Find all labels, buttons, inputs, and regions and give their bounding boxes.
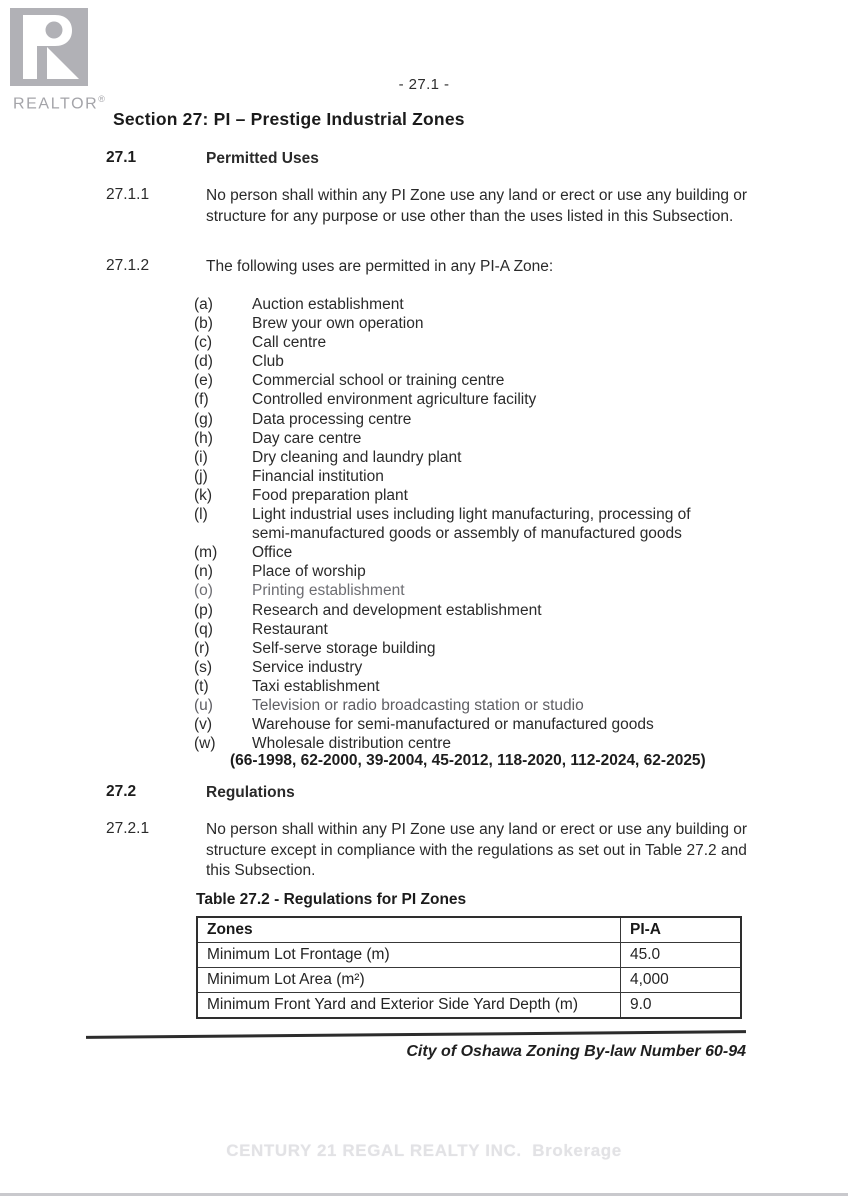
permitted-use-item (194, 295, 754, 314)
use-letter: (a) (194, 296, 213, 313)
permitted-use-item (194, 734, 754, 753)
use-text: Food preparation plant (252, 486, 408, 504)
regulation-value: 45.0 (621, 943, 742, 968)
permitted-use-item (194, 390, 754, 409)
permitted-use-item (194, 658, 754, 677)
clause-heading: Permitted Uses (206, 150, 319, 167)
use-text: Restaurant (252, 620, 328, 638)
permitted-use-item (194, 562, 754, 581)
use-text: Club (252, 353, 284, 371)
realtor-brand-text: REALTOR (13, 95, 99, 113)
registered-mark: ® (98, 94, 105, 104)
use-text: Research and development establishment (252, 601, 542, 619)
use-letter: (g) (194, 410, 213, 428)
use-text: Auction establishment (252, 296, 404, 313)
permitted-use-item (194, 505, 754, 543)
permitted-use-item (194, 696, 754, 715)
footer-rule (86, 1030, 746, 1038)
use-letter: (i) (194, 448, 208, 466)
use-letter: (o) (194, 582, 213, 600)
use-text: Wholesale distribution centre (252, 735, 452, 753)
clause-number: 27.2 (106, 783, 137, 800)
use-letter: (r) (194, 639, 210, 657)
permitted-use-item (194, 333, 754, 352)
use-text: Printing establishment (252, 582, 405, 600)
use-letter: (q) (194, 620, 213, 638)
regulations-table (196, 916, 742, 1019)
clause-text: No person shall within any PI Zone use any land or erect or use any building or structure for any purpose or use other than the uses listed in this Subsection. (206, 187, 748, 225)
amendments-line: (66-1998, 62-2000, 39-2004, 45-2012, 118-2020, 112-2024, 62-2025) (230, 752, 706, 769)
table-row (197, 993, 741, 1019)
use-text: Light industrial uses including light manufacturing, processing of semi-manufactured goods or assembly of manufactured goods (252, 506, 691, 543)
use-letter: (v) (194, 716, 213, 734)
permitted-use-item (194, 543, 754, 562)
use-letter: (m) (194, 544, 218, 562)
table-header-row (197, 917, 741, 943)
permitted-use-item (194, 620, 754, 639)
table-header-cell: Zones (197, 917, 621, 943)
regulation-value: 4,000 (621, 968, 742, 993)
use-text: Controlled environment agriculture facility (252, 391, 537, 409)
permitted-use-item (194, 601, 754, 620)
use-letter: (e) (194, 372, 213, 390)
use-letter: (u) (194, 696, 213, 714)
page-number: - 27.1 - (398, 76, 450, 93)
use-text: Financial institution (252, 467, 384, 485)
use-letter: (w) (194, 735, 216, 753)
clause-number: 27.1 (106, 149, 137, 166)
permitted-use-item (194, 314, 754, 333)
use-text: Service industry (252, 658, 363, 676)
table-row (197, 943, 741, 968)
use-text: Day care centre (252, 429, 362, 447)
use-letter: (d) (194, 353, 213, 371)
use-text: Brew your own operation (252, 315, 424, 333)
section-title: Section 27: PI – Prestige Industrial Zones (113, 109, 465, 129)
use-letter: (l) (194, 506, 208, 524)
use-text: Office (252, 544, 293, 562)
table-header-cell: PI-A (621, 917, 742, 943)
clause-text: No person shall within any PI Zone use any land or erect or use any building or structure except in compliance with the regulations as set out in Table 27.2 and this Subsection. (206, 821, 748, 879)
clause-heading: Regulations (206, 784, 295, 801)
permitted-use-item (194, 677, 754, 696)
use-letter: (j) (194, 467, 208, 485)
use-letter: (k) (194, 486, 213, 504)
realtor-logo (10, 8, 120, 120)
permitted-use-item (194, 467, 754, 486)
use-letter: (s) (194, 658, 213, 676)
permitted-use-item (194, 639, 754, 658)
use-text: Commercial school or training centre (252, 372, 505, 390)
regulation-label: Minimum Lot Frontage (m) (197, 943, 621, 968)
use-letter: (p) (194, 601, 213, 619)
use-text: Self-serve storage building (252, 639, 436, 657)
clause-text: The following uses are permitted in any PI-A Zone: (206, 258, 554, 275)
scan-edge-line (0, 1193, 848, 1196)
regulation-label: Minimum Lot Area (m²) (197, 968, 621, 993)
realtor-r-icon (10, 8, 88, 86)
use-letter: (n) (194, 563, 213, 581)
permitted-use-item (194, 429, 754, 448)
clause-number: 27.2.1 (106, 820, 150, 837)
use-text: Warehouse for semi-manufactured or manufactured goods (252, 716, 654, 734)
permitted-use-item (194, 581, 754, 600)
use-letter: (t) (194, 677, 209, 695)
regulation-value: 9.0 (621, 993, 742, 1019)
permitted-use-item (194, 486, 754, 505)
use-letter: (h) (194, 429, 213, 447)
use-text: Call centre (252, 334, 327, 352)
realtor-logo-label (13, 94, 105, 113)
permitted-use-item (194, 352, 754, 371)
use-letter: (f) (194, 391, 209, 409)
use-letter: (b) (194, 315, 213, 333)
permitted-use-item (194, 371, 754, 390)
clause-number: 27.1.1 (106, 186, 150, 203)
permitted-use-item (194, 448, 754, 467)
use-text: Television or radio broadcasting station or studio (252, 696, 584, 714)
use-text: Taxi establishment (252, 677, 380, 695)
bylaw-footer-text: City of Oshawa Zoning By-law Number 60-94 (406, 1043, 746, 1060)
regulation-label: Minimum Front Yard and Exterior Side Yard Depth (m) (197, 993, 621, 1019)
table-row (197, 968, 741, 993)
permitted-use-item (194, 410, 754, 429)
use-text: Place of worship (252, 563, 366, 581)
permitted-uses-list (194, 295, 754, 753)
use-text: Dry cleaning and laundry plant (252, 448, 462, 466)
clause-number: 27.1.2 (106, 257, 150, 274)
table-title: Table 27.2 - Regulations for PI Zones (196, 891, 467, 908)
permitted-use-item (194, 715, 754, 734)
use-text: Data processing centre (252, 410, 412, 428)
brokerage-watermark: CENTURY 21 REGAL REALTY INC. Brokerage (226, 1141, 622, 1160)
use-letter: (c) (194, 334, 213, 352)
